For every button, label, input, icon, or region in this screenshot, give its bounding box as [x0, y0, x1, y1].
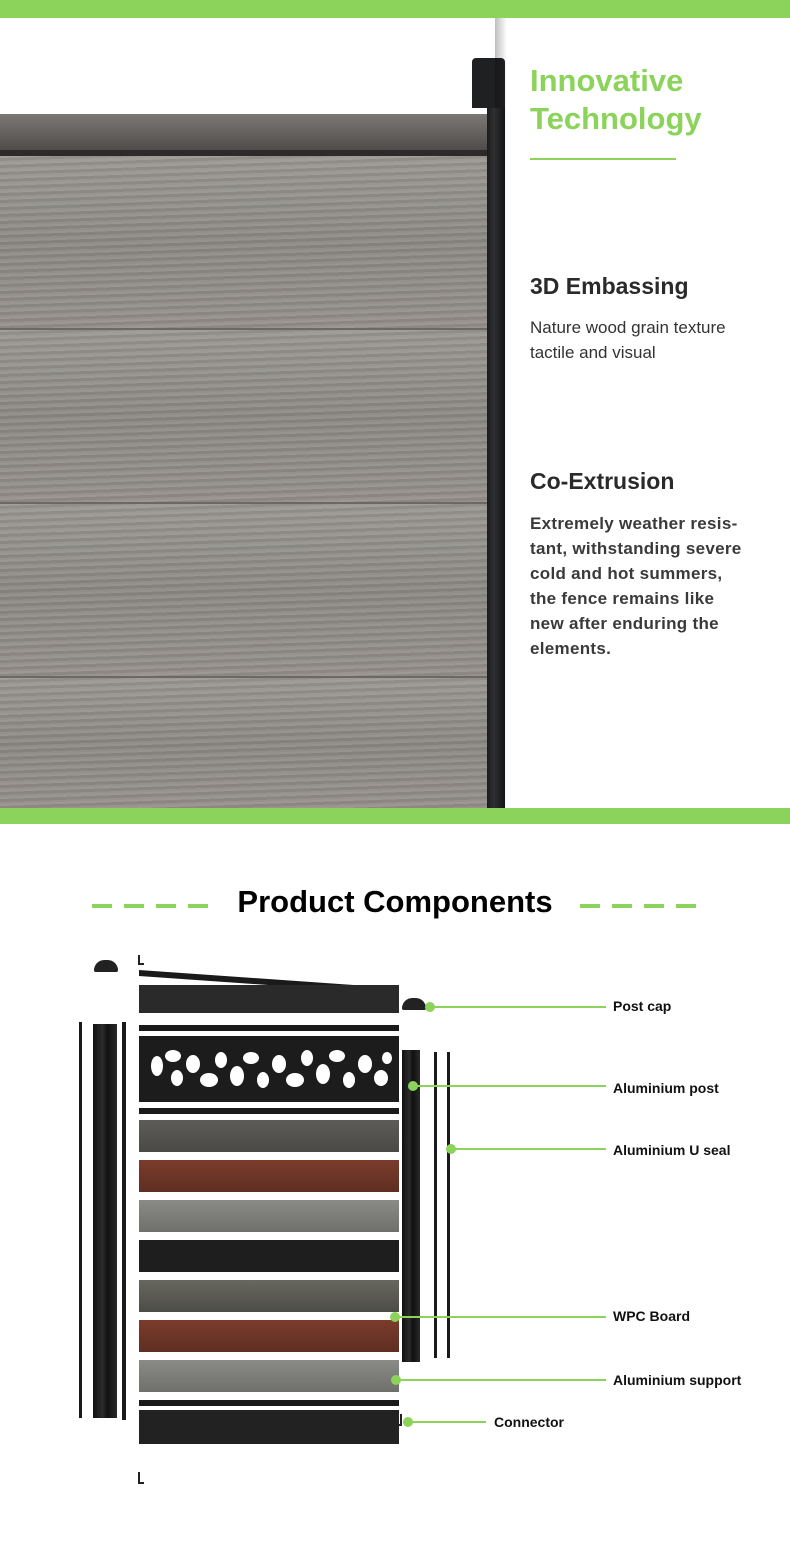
left-post-cap: [94, 960, 118, 972]
left-support: [122, 1022, 126, 1420]
bottom-rail: [139, 1410, 399, 1444]
description-line: tactile and visual: [530, 343, 656, 362]
decorative-screen-panel: [139, 1036, 399, 1102]
callout-line: [430, 1006, 606, 1008]
label-aluminium-support: Aluminium support: [613, 1372, 742, 1388]
wpc-board-gray: [139, 1360, 399, 1392]
right-post-cap: [402, 998, 426, 1010]
feature-description: [530, 511, 780, 661]
wpc-board-gray: [139, 1120, 399, 1152]
title-divider: [530, 158, 676, 160]
title-dash: [676, 904, 696, 908]
right-u-seal-inner: [434, 1052, 437, 1358]
fence-board: [0, 330, 488, 504]
post-shadow: [495, 18, 507, 808]
label-connector: Connector: [494, 1414, 564, 1430]
feature-description: [530, 315, 780, 365]
connector-icon: [138, 955, 144, 965]
wpc-board-brown: [139, 1320, 399, 1352]
description-line: Nature wood grain texture: [530, 318, 726, 337]
right-u-seal-outer: [447, 1052, 450, 1358]
callout-line: [451, 1148, 606, 1150]
fence-board: [0, 504, 488, 678]
description-line: new after enduring the: [530, 614, 719, 633]
description-line: Extremely weather resis-: [530, 514, 738, 533]
fence-board: [0, 156, 488, 330]
wpc-board-gray: [139, 1280, 399, 1312]
description-line: tant, withstanding severe: [530, 539, 742, 558]
section-title: [530, 62, 780, 138]
components-title: Product Components: [237, 884, 553, 919]
feature-heading: Co-Extrusion: [530, 468, 675, 494]
rail-strip: [139, 1400, 399, 1406]
connector-icon: [396, 1414, 402, 1426]
label-wpc-board: WPC Board: [613, 1308, 690, 1324]
fence-board: [0, 678, 488, 810]
left-aluminium-post: [93, 1024, 117, 1418]
label-post-cap: Post cap: [613, 998, 672, 1014]
callout-line: [413, 1085, 606, 1087]
description-line: elements.: [530, 639, 612, 658]
title-line-2: Technology: [530, 101, 702, 136]
pebble-pattern: [139, 1036, 399, 1102]
rail-strip: [139, 1108, 399, 1114]
feature-heading: 3D Embassing: [530, 273, 689, 299]
fence-top-rail: [0, 114, 496, 154]
description-line: cold and hot summers,: [530, 564, 723, 583]
callout-line: [396, 1379, 606, 1381]
title-line-1: Innovative: [530, 63, 684, 98]
top-accent-bar: [0, 0, 790, 18]
wpc-board-gray: [139, 1200, 399, 1232]
connector-icon: [138, 1472, 144, 1484]
wpc-board-black: [139, 1240, 399, 1272]
callout-line: [408, 1421, 486, 1423]
description-line: the fence remains like: [530, 589, 715, 608]
title-dash: [612, 904, 632, 908]
section-divider-bar: [0, 808, 790, 824]
left-u-seal: [79, 1022, 82, 1418]
label-aluminium-post: Aluminium post: [613, 1080, 719, 1096]
callout-line: [395, 1316, 606, 1318]
wpc-board-brown: [139, 1160, 399, 1192]
title-dash: [580, 904, 600, 908]
label-aluminium-u-seal: Aluminium U seal: [613, 1142, 731, 1158]
title-dash: [644, 904, 664, 908]
top-rail: [139, 985, 399, 1013]
rail-strip: [139, 1025, 399, 1031]
